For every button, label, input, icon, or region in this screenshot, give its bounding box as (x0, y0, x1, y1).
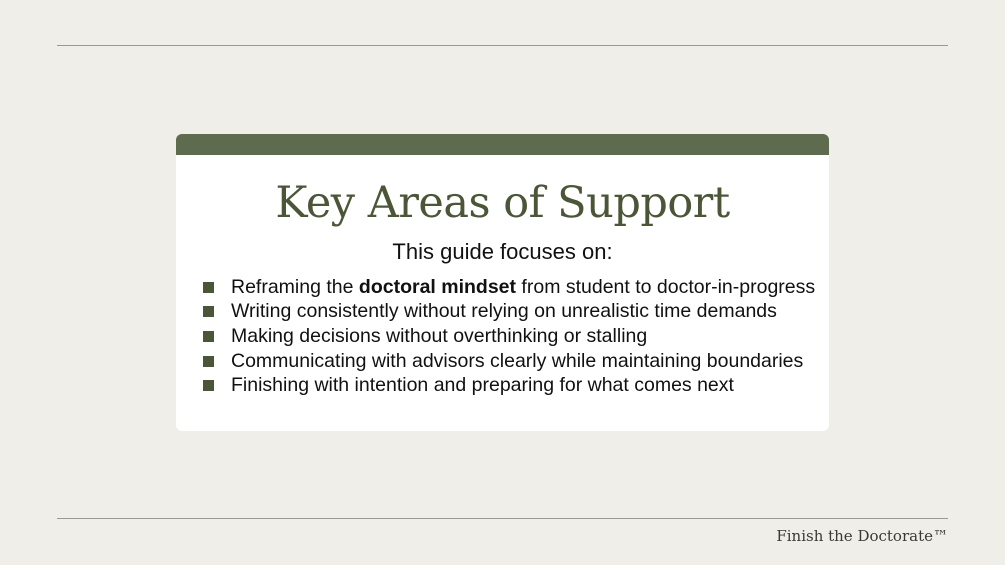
top-divider (57, 45, 948, 46)
slide-title: Key Areas of Support (275, 178, 730, 228)
bullet-item (203, 373, 829, 398)
bottom-divider (57, 518, 948, 519)
bullet-item (203, 275, 829, 300)
bullet-text-emphasis: doctoral mindset (358, 275, 517, 298)
bullet-text (231, 276, 815, 299)
bullet-text: Writing consistently without relying on unrealistic time demands (231, 300, 777, 323)
slide-subtitle: This guide focuses on: (392, 239, 613, 264)
square-bullet-icon (203, 356, 214, 367)
square-bullet-icon (203, 306, 214, 317)
bullet-list (176, 275, 829, 398)
square-bullet-icon (203, 380, 214, 391)
bullet-text-tail: from student to doctor-in-progress (516, 275, 816, 298)
square-bullet-icon (203, 282, 214, 293)
square-bullet-icon (203, 331, 214, 342)
bullet-item (203, 324, 829, 349)
support-card (176, 134, 829, 431)
bullet-text: Communicating with advisors clearly while maintaining boundaries (231, 349, 804, 372)
bullet-item (203, 349, 829, 374)
bullet-text-lead: Reframing the (231, 275, 359, 298)
bullet-text: Making decisions without overthinking or stalling (231, 324, 648, 347)
card-header-band (176, 134, 829, 155)
bullet-item (203, 300, 829, 325)
brand-footer: Finish the Doctorate™ (776, 527, 948, 545)
bullet-text: Finishing with intention and preparing for what comes next (231, 374, 734, 397)
